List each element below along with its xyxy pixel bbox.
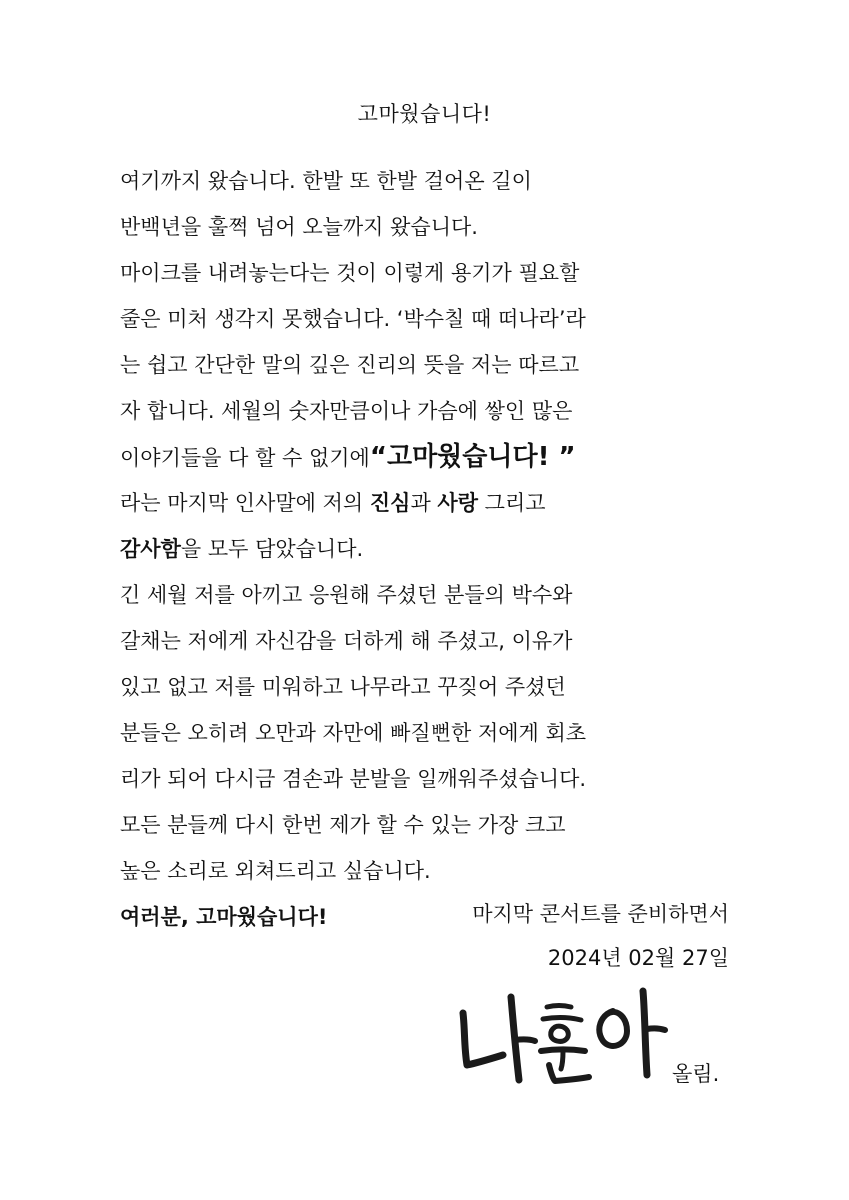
body-line-14	[120, 756, 732, 802]
body-line-7	[120, 434, 732, 480]
closing-exclamation: 여러분, 고마웠습니다!	[120, 905, 328, 929]
body-line-5	[120, 342, 732, 388]
line-text: 모든 분들께 다시 한번 제가 할 수 있는 가장 크고	[120, 813, 566, 837]
bold-word-gratitude: 감사함	[120, 537, 181, 561]
line-text: 마이크를 내려놓는다는 것이 이렇게 용기가 필요할	[120, 261, 580, 285]
body-line-10	[120, 572, 732, 618]
body-line-2	[120, 204, 732, 250]
body-line-3	[120, 250, 732, 296]
handwritten-signature	[455, 985, 670, 1090]
body-line-4	[120, 296, 732, 342]
signoff-suffix: 올림.	[672, 1062, 720, 1086]
line-text: 그리고	[477, 491, 546, 515]
line-text: 있고 없고 저를 미워하고 나무라고 꾸짖어 주셨던	[120, 675, 566, 699]
body-line-8	[120, 480, 732, 526]
line-text: 는 쉽고 간단한 말의 깊은 진리의 뜻을 저는 따르고	[120, 353, 580, 377]
line-text: 라는 마지막 인사말에 저의	[120, 491, 370, 515]
line-text: 긴 세월 저를 아끼고 응원해 주셨던 분들의 박수와	[120, 583, 573, 607]
closing-occasion: 마지막 콘서트를 준비하면서	[472, 902, 729, 926]
body-line-15	[120, 802, 732, 848]
line-text: 을 모두 담았습니다.	[180, 537, 364, 561]
body-line-9	[120, 526, 732, 572]
body-line-16	[120, 848, 732, 894]
emphasized-thanks: “고마웠습니다! ”	[369, 442, 576, 472]
line-text: 이야기들을 다 할 수 없기에	[120, 446, 370, 470]
line-text: 여기까지 왔습니다. 한발 또 한발 걸어온 길이	[120, 169, 532, 193]
closing-date: 2024년 02월 27일	[547, 946, 729, 970]
bold-word-love: 사랑	[437, 491, 478, 515]
line-text: 높은 소리로 외쳐드리고 싶습니다.	[120, 859, 431, 883]
line-text: 줄은 미처 생각지 못했습니다. ‘박수칠 때 떠나라’라	[120, 307, 586, 331]
letter-body	[120, 158, 732, 940]
letter-title: 고마웠습니다!	[357, 102, 492, 126]
line-text: 리가 되어 다시금 겸손과 분발을 일깨워주셨습니다.	[120, 767, 587, 791]
line-text: 반백년을 훌쩍 넘어 오늘까지 왔습니다.	[120, 215, 478, 239]
body-line-12	[120, 664, 732, 710]
body-line-6	[120, 388, 732, 434]
line-text: 분들은 오히려 오만과 자만에 빠질뻔한 저에게 회초	[120, 721, 587, 745]
bold-word-sincerity: 진심	[369, 491, 411, 515]
line-text: 과	[410, 491, 438, 515]
body-line-11	[120, 618, 732, 664]
body-line-1	[120, 158, 732, 204]
line-text: 자 합니다. 세월의 숫자만큼이나 가슴에 쌓인 많은	[120, 399, 573, 423]
line-text: 갈채는 저에게 자신감을 더하게 해 주셨고, 이유가	[120, 629, 573, 653]
body-line-13	[120, 710, 732, 756]
